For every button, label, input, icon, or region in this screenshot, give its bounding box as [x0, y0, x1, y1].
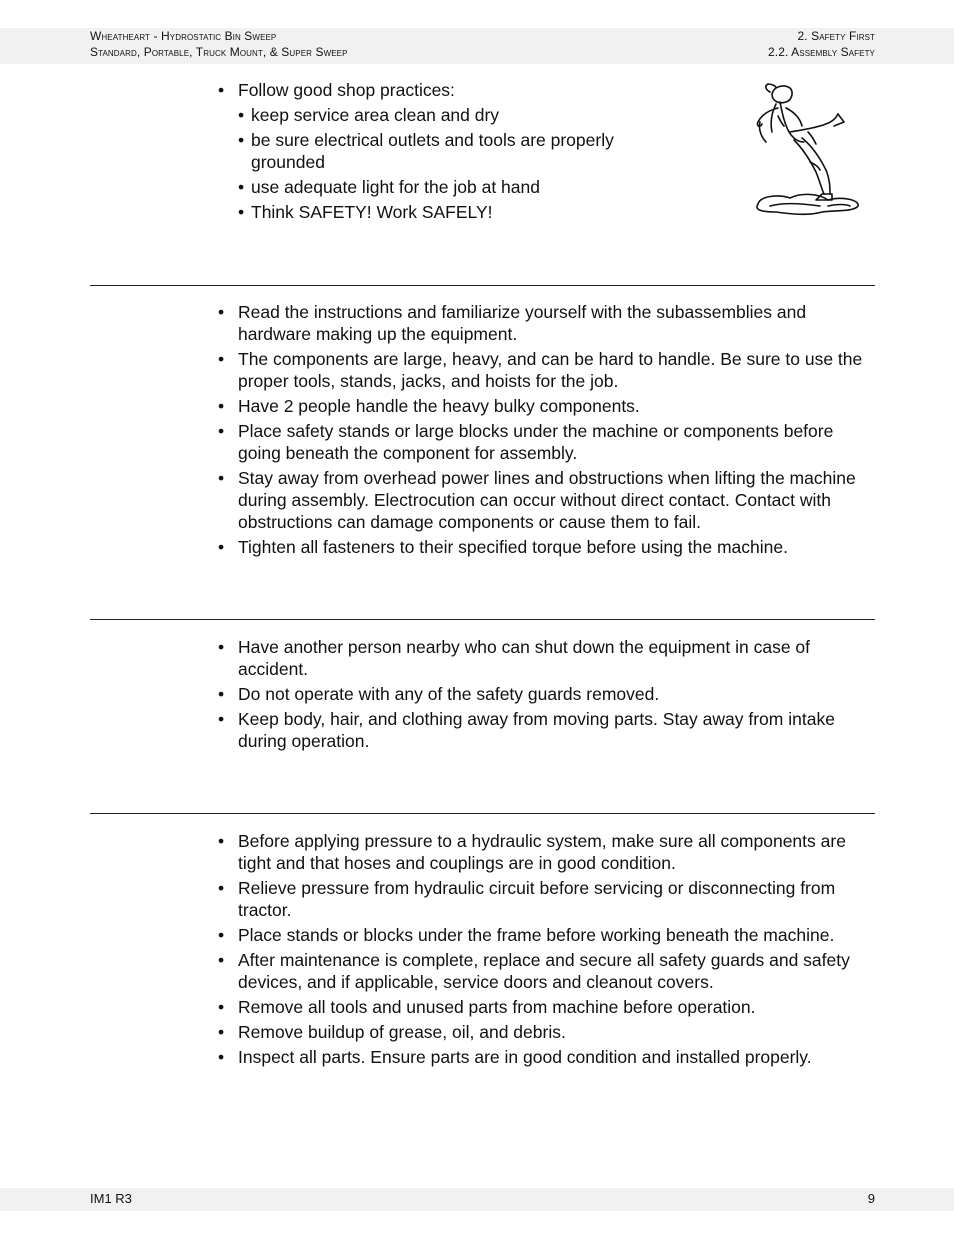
page-footer [0, 1188, 954, 1211]
shop-practices-list [218, 79, 688, 226]
list-item: • Keep body, hair, and clothing away from moving parts. Stay away from intake during operation. [218, 708, 878, 752]
operation-safety-list [218, 636, 878, 755]
list-item [218, 79, 688, 223]
list-item: • Tighten all fasteners to their specified torque before using the machine. [218, 536, 878, 558]
header-left [90, 28, 348, 60]
assembly-safety-list [218, 301, 878, 561]
list-item: • Inspect all parts. Ensure parts are in good condition and installed properly. [218, 1046, 878, 1068]
list-item: • keep service area clean and dry [238, 104, 688, 126]
list-item: • Place safety stands or large blocks under the machine or components before going beneath the component for assembly. [218, 420, 878, 464]
list-item: • Stay away from overhead power lines and obstructions when lifting the machine during assembly. Electrocution can occur without direct contact. Contact with obstructions can damage components or cause them to fail. [218, 467, 878, 533]
maintenance-safety-list [218, 830, 878, 1071]
header-right [768, 28, 875, 60]
slipping-worker-illustration [750, 82, 866, 216]
list-item: • Before applying pressure to a hydraulic system, make sure all components are tight and that hoses and couplings are in good condition. [218, 830, 878, 874]
page-number: 9 [867, 1191, 875, 1206]
list-item: • The components are large, heavy, and can be hard to handle. Be sure to use the proper tools, stands, jacks, and hoists for the job. [218, 348, 878, 392]
list-item: • Place stands or blocks under the frame before working beneath the machine. [218, 924, 878, 946]
list-item: • Relieve pressure from hydraulic circuit before servicing or disconnecting from tractor. [218, 877, 878, 921]
section-divider [90, 285, 875, 286]
list-item: • Think SAFETY! Work SAFELY! [238, 201, 688, 223]
shop-practices-intro: Follow good shop practices: [238, 80, 455, 100]
shop-practices-sublist [238, 104, 688, 223]
list-item: • After maintenance is complete, replace and secure all safety guards and safety devices, and if applicable, service doors and cleanout covers. [218, 949, 878, 993]
page-header [0, 28, 954, 64]
section-divider [90, 619, 875, 620]
list-item: • Have another person nearby who can shut down the equipment in case of accident. [218, 636, 878, 680]
list-item: • be sure electrical outlets and tools are properly grounded [238, 129, 688, 173]
list-item: • Do not operate with any of the safety guards removed. [218, 683, 878, 705]
document-id: IM1 R3 [90, 1191, 132, 1206]
list-item: • Remove buildup of grease, oil, and debris. [218, 1021, 878, 1043]
document-models: Standard, Portable, Truck Mount, & Super Sweep [90, 45, 348, 59]
document-title: Wheatheart - Hydrostatic Bin Sweep [90, 29, 277, 43]
list-item: • use adequate light for the job at hand [238, 176, 688, 198]
section-divider [90, 813, 875, 814]
chapter-title: 2. Safety First [797, 29, 875, 43]
section-title: 2.2. Assembly Safety [767, 45, 875, 59]
list-item: • Have 2 people handle the heavy bulky components. [218, 395, 878, 417]
list-item: • Remove all tools and unused parts from machine before operation. [218, 996, 878, 1018]
list-item: • Read the instructions and familiarize yourself with the subassemblies and hardware making up the equipment. [218, 301, 878, 345]
